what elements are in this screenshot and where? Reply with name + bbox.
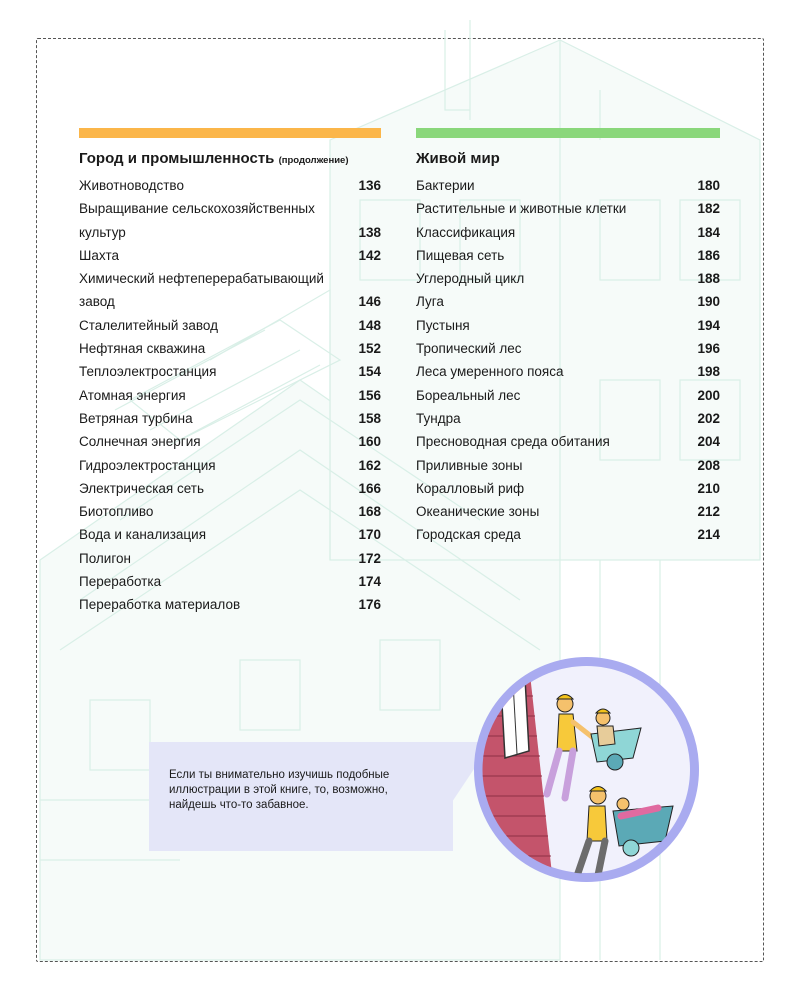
toc-entry[interactable] xyxy=(79,360,381,383)
toc-entry[interactable] xyxy=(416,407,720,430)
toc-entry-title: Пустыня xyxy=(416,317,470,333)
toc-entry-title: Бактерии xyxy=(416,178,475,193)
section-color-bar xyxy=(416,128,720,138)
toc-entry-page: 210 xyxy=(697,480,720,496)
toc-entry-page: 186 xyxy=(697,247,720,263)
toc-entry[interactable] xyxy=(79,593,381,616)
section-heading-text: Живой мир xyxy=(416,150,500,167)
toc-entry-page: 188 xyxy=(697,271,720,287)
toc-entry-page: 168 xyxy=(358,504,381,520)
toc-entry-page: 148 xyxy=(358,317,381,333)
toc-entry-title: Атомная энергия xyxy=(79,387,186,403)
toc-entry-title: Теплоэлектростанция xyxy=(79,364,217,380)
section-color-bar xyxy=(79,128,381,138)
toc-entry-page: 204 xyxy=(697,434,720,450)
toc-entry-page: 196 xyxy=(697,341,720,357)
toc-entry[interactable] xyxy=(416,221,720,244)
toc-entry-title: Выращивание сельскохозяйственных xyxy=(79,201,315,217)
toc-entry-page: 174 xyxy=(358,574,381,590)
toc-entry-title: Приливные зоны xyxy=(416,457,523,473)
toc-entry-page: 158 xyxy=(358,410,381,426)
toc-entry[interactable] xyxy=(79,570,381,593)
toc-entry-title: Нефтяная скважина xyxy=(79,341,206,357)
toc-entry-title: Бореальный лес xyxy=(416,387,521,403)
toc-column-city-industry xyxy=(79,128,381,617)
toc-entry-title: Животноводство xyxy=(79,178,184,193)
toc-entry-title: Тропический лес xyxy=(416,341,522,357)
toc-entry-page: 136 xyxy=(358,178,381,193)
toc-entry-title: Шахта xyxy=(79,247,120,263)
toc-entry[interactable] xyxy=(79,500,381,523)
toc-entry-page: 194 xyxy=(697,317,720,333)
toc-entry[interactable] xyxy=(79,384,381,407)
toc-entry[interactable] xyxy=(79,337,381,360)
toc-entry-page: 198 xyxy=(697,364,720,380)
toc-entry-title: Гидроэлектростанция xyxy=(79,457,216,473)
toc-entry-page: 170 xyxy=(358,527,381,543)
section-heading-text: Город и промышленность xyxy=(79,150,275,167)
toc-entry-title: Пресноводная среда обитания xyxy=(416,434,610,450)
toc-entry[interactable] xyxy=(416,500,720,523)
toc-entry-page: 176 xyxy=(358,597,381,613)
toc-entry-page: 172 xyxy=(358,550,381,566)
toc-entry-title: Переработка материалов xyxy=(79,597,241,613)
toc-entry[interactable] xyxy=(416,244,720,267)
toc-entry[interactable] xyxy=(416,454,720,477)
toc-entry[interactable] xyxy=(416,360,720,383)
hint-note-box xyxy=(149,742,453,851)
toc-entry-page: 160 xyxy=(358,434,381,450)
toc-entry-title: Биотопливо xyxy=(79,504,154,520)
toc-list xyxy=(79,174,381,617)
toc-entry-title: завод xyxy=(79,294,115,310)
toc-entry[interactable] xyxy=(79,174,381,197)
toc-entry[interactable] xyxy=(79,430,381,453)
toc-entry-page: 190 xyxy=(697,294,720,310)
toc-entry-title: Переработка xyxy=(79,574,162,590)
toc-entry[interactable] xyxy=(416,337,720,360)
toc-entry-page: 208 xyxy=(697,457,720,473)
toc-entry[interactable] xyxy=(79,244,381,267)
toc-entry-page: 156 xyxy=(358,387,381,403)
toc-entry[interactable] xyxy=(416,384,720,407)
toc-list xyxy=(416,174,720,547)
toc-entry-title: Вода и канализация xyxy=(79,527,207,543)
toc-entry-title: Солнечная энергия xyxy=(79,434,201,450)
toc-entry[interactable] xyxy=(416,290,720,313)
toc-column-living-world xyxy=(416,128,720,547)
toc-entry-page: 200 xyxy=(697,387,720,403)
section-heading xyxy=(79,148,381,170)
hint-note-text: Если ты внимательно изучишь подобные иллюстрации в этой книге, то, возможно, найдешь что-то забавное. xyxy=(169,769,390,812)
toc-entry-title: Луга xyxy=(416,294,444,310)
toc-entry-page: 154 xyxy=(358,364,381,380)
toc-entry[interactable] xyxy=(416,267,720,290)
toc-entry[interactable] xyxy=(79,523,381,546)
section-heading-suffix: (продолжение) xyxy=(278,155,349,166)
toc-entry-title: Сталелитейный завод xyxy=(79,317,218,333)
toc-entry-title: Химический нефтеперерабатывающий xyxy=(79,271,324,287)
toc-entry-title: Коралловый риф xyxy=(416,480,525,496)
toc-entry-title: Городская среда xyxy=(416,527,521,543)
toc-entry-page: 166 xyxy=(358,480,381,496)
toc-entry[interactable] xyxy=(79,547,381,570)
toc-entry[interactable] xyxy=(79,267,381,290)
toc-entry[interactable] xyxy=(79,407,381,430)
toc-entry[interactable] xyxy=(79,221,381,244)
toc-entry-page: 138 xyxy=(358,224,381,240)
toc-entry-title: Ветряная турбина xyxy=(79,410,193,426)
toc-entry[interactable] xyxy=(416,477,720,500)
toc-entry-page: 146 xyxy=(358,294,381,310)
toc-entry[interactable] xyxy=(416,197,720,220)
workers-carrying-person-illustration xyxy=(473,656,700,883)
toc-entry-title: Классификация xyxy=(416,224,516,240)
toc-entry-page: 180 xyxy=(697,178,720,193)
toc-entry[interactable] xyxy=(416,314,720,337)
toc-entry-page: 214 xyxy=(697,527,720,543)
toc-entry[interactable] xyxy=(416,523,720,546)
toc-entry-title: Электрическая сеть xyxy=(79,480,205,496)
toc-entry-page: 184 xyxy=(697,224,720,240)
toc-entry[interactable] xyxy=(416,430,720,453)
toc-entry-title: культур xyxy=(79,224,126,240)
toc-entry-page: 162 xyxy=(358,457,381,473)
toc-entry-page: 142 xyxy=(358,247,381,263)
section-heading xyxy=(416,148,720,170)
toc-entry-title: Океанические зоны xyxy=(416,504,540,520)
toc-entry-title: Пищевая сеть xyxy=(416,247,505,263)
toc-entry-page: 152 xyxy=(358,341,381,357)
toc-entry-title: Леса умеренного пояса xyxy=(416,364,564,380)
toc-entry[interactable] xyxy=(79,290,381,313)
toc-entry[interactable] xyxy=(416,174,720,197)
toc-entry-page: 212 xyxy=(697,504,720,520)
toc-entry-title: Углеродный цикл xyxy=(416,271,525,287)
toc-entry[interactable] xyxy=(79,454,381,477)
toc-entry[interactable] xyxy=(79,197,381,220)
toc-entry[interactable] xyxy=(79,314,381,337)
toc-entry-title: Полигон xyxy=(79,550,131,566)
toc-entry-page: 182 xyxy=(697,201,720,217)
toc-entry-title: Растительные и животные клетки xyxy=(416,201,627,217)
toc-entry-page: 202 xyxy=(697,410,720,426)
toc-entry-title: Тундра xyxy=(416,410,461,426)
toc-entry[interactable] xyxy=(79,477,381,500)
